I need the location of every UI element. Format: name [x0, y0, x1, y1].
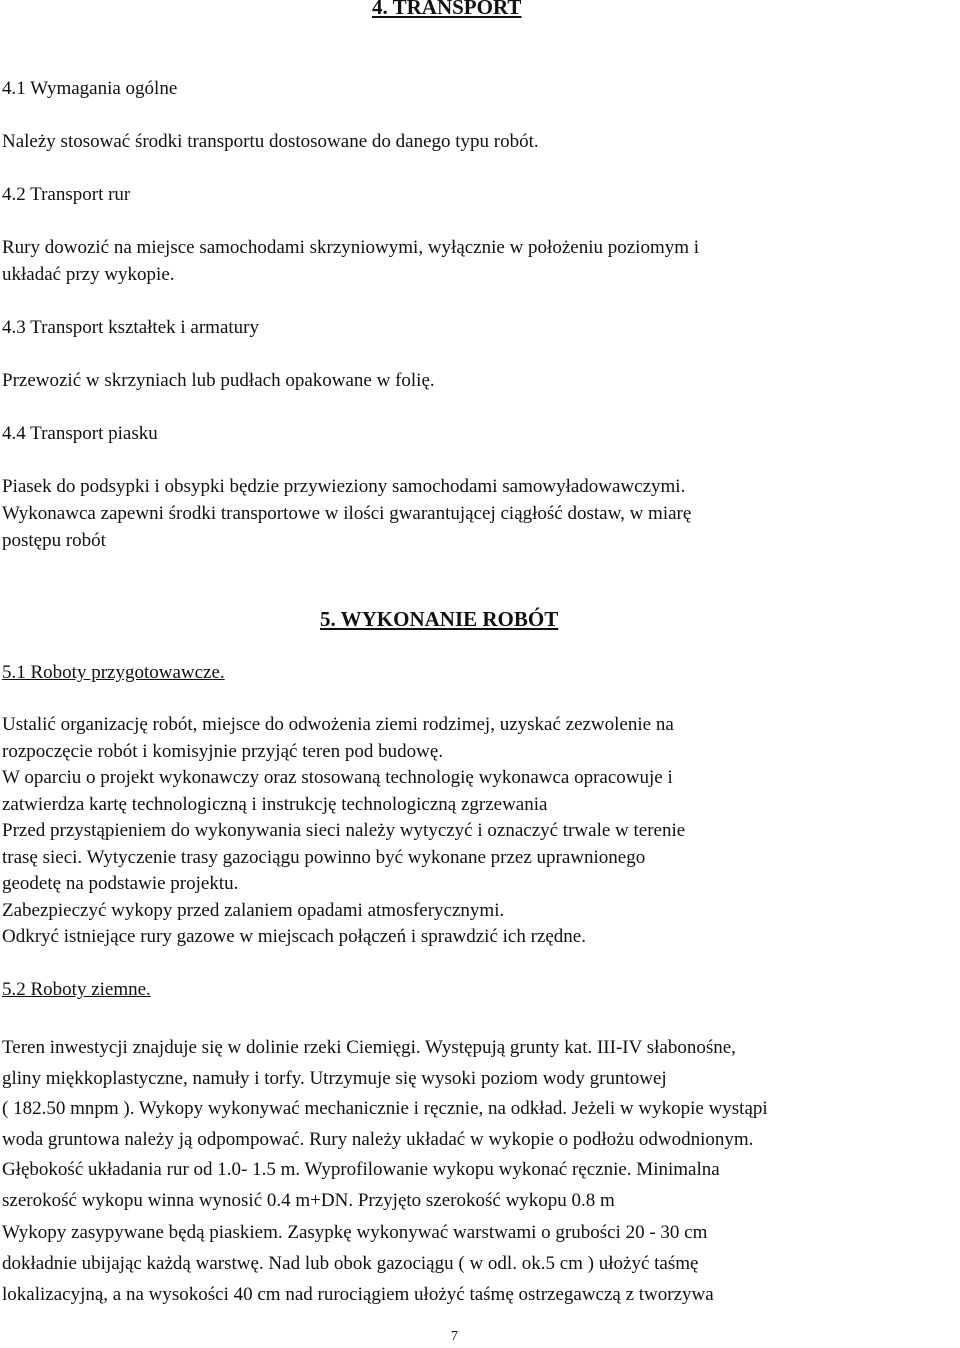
paragraph-line: Wykopy zasypywane będą piaskiem. Zasypkę wykonywać warstwami o grubości 20 - 30 cm — [2, 1222, 708, 1243]
paragraph-line: trasę sieci. Wytyczenie trasy gazociągu powinno być wykonane przez uprawnionego — [2, 847, 646, 868]
paragraph-line: Wykonawca zapewni środki transportowe w ilości gwarantującej ciągłość dostaw, w miarę — [2, 503, 692, 524]
paragraph-line: zatwierdza kartę technologiczną i instrukcję technologiczną zgrzewania — [2, 794, 548, 815]
chapter-heading: 5. WYKONANIE ROBÓT — [320, 607, 559, 631]
section-title: 4.2 Transport rur — [2, 184, 131, 205]
paragraph-line: Piasek do podsypki i obsypki będzie przywieziony samochodami samowyładowawczymi. — [2, 476, 686, 497]
section-title: 5.1 Roboty przygotowawcze. — [2, 662, 225, 683]
paragraph-line: Należy stosować środki transportu dostosowane do danego typu robót. — [2, 131, 539, 152]
section-title: 5.2 Roboty ziemne. — [2, 979, 151, 1000]
paragraph-line: dokładnie ubijając każdą warstwę. Nad lub obok gazociągu ( w odl. ok.5 cm ) ułożyć taśmę — [2, 1253, 699, 1274]
page-number: 7 — [451, 1329, 458, 1344]
paragraph-line: ( 182.50 mnpm ). Wykopy wykonywać mechanicznie i ręcznie, na odkład. Jeżeli w wykopie wystąpi — [2, 1098, 768, 1119]
paragraph-line: postępu robót — [2, 530, 106, 551]
paragraph-line: Zabezpieczyć wykopy przed zalaniem opadami atmosferycznymi. — [2, 900, 505, 921]
paragraph-line: W oparciu o projekt wykonawczy oraz stosowaną technologię wykonawca opracowuje i — [2, 767, 673, 788]
paragraph-line: Przewozić w skrzyniach lub pudłach opakowane w folię. — [2, 370, 435, 391]
section-title: 4.4 Transport piasku — [2, 423, 158, 444]
paragraph-line: Ustalić organizację robót, miejsce do odwożenia ziemi rodzimej, uzyskać zezwolenie na — [2, 714, 674, 735]
section-title: 4.1 Wymagania ogólne — [2, 78, 178, 99]
paragraph-line: gliny miękkoplastyczne, namuły i torfy. Utrzymuje się wysoki poziom wody gruntowej — [2, 1068, 667, 1089]
paragraph-line: woda gruntowa należy ją odpompować. Rury należy układać w wykopie o podłożu odwodnionym. — [2, 1129, 754, 1150]
paragraph-line: Teren inwestycji znajduje się w dolinie rzeki Ciemięgi. Występują grunty kat. III-IV słabonośne, — [2, 1037, 736, 1058]
paragraph-line: rozpoczęcie robót i komisyjnie przyjąć teren pod budowę. — [2, 741, 444, 762]
paragraph-line: Rury dowozić na miejsce samochodami skrzyniowymi, wyłącznie w położeniu poziomym i — [2, 237, 700, 258]
paragraph-line: szerokość wykopu winna wynosić 0.4 m+DN. Przyjęto szerokość wykopu 0.8 m — [2, 1190, 615, 1211]
paragraph-line: Przed przystąpieniem do wykonywania sieci należy wytyczyć i oznaczyć trwale w terenie — [2, 820, 686, 841]
section-title: 4.3 Transport kształtek i armatury — [2, 317, 259, 338]
chapter-heading: 4. TRANSPORT — [372, 0, 522, 19]
paragraph-line: Odkryć istniejące rury gazowe w miejscach połączeń i sprawdzić ich rzędne. — [2, 926, 586, 947]
paragraph-line: geodetę na podstawie projektu. — [2, 873, 239, 894]
paragraph-line: lokalizacyjną, a na wysokości 40 cm nad rurociągiem ułożyć taśmę ostrzegawczą z tworzywa — [2, 1284, 714, 1305]
paragraph-line: układać przy wykopie. — [2, 264, 175, 285]
paragraph-line: Głębokość układania rur od 1.0- 1.5 m. Wyprofilowanie wykopu wykonać ręcznie. Minimalna — [2, 1159, 720, 1180]
